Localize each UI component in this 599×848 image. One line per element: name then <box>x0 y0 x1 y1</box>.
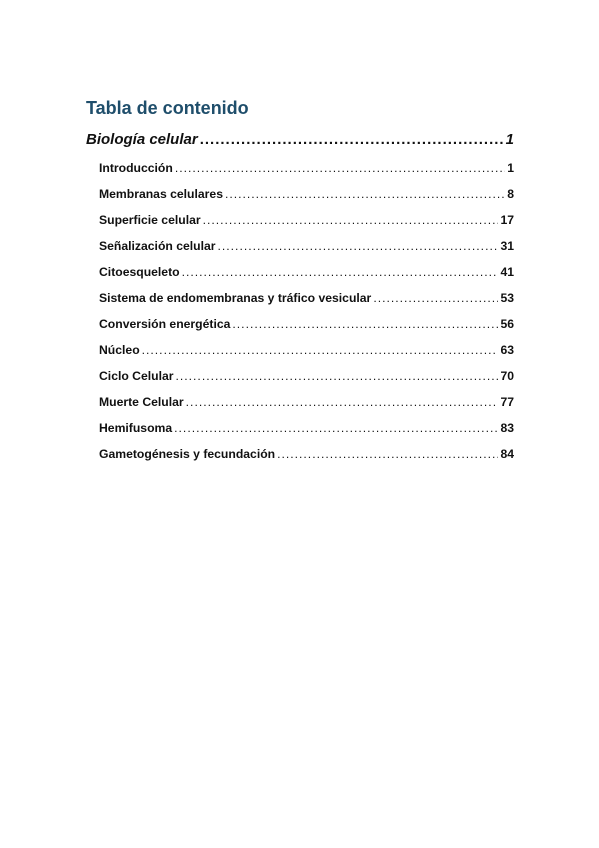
toc-entry-biologia-celular[interactable] <box>86 131 514 149</box>
toc-entry-label: Núcleo <box>99 343 140 357</box>
dot-leader <box>277 446 498 462</box>
toc-entry-superficie-celular[interactable] <box>99 212 514 238</box>
toc-entry-hemifusoma[interactable] <box>99 420 514 446</box>
toc-entry-nucleo[interactable] <box>99 342 514 368</box>
toc-entry-label: Citoesqueleto <box>99 265 180 279</box>
dot-leader <box>200 131 504 149</box>
toc-entry-page: 56 <box>500 317 514 331</box>
toc-entry-page: 8 <box>507 187 514 201</box>
toc-entry-label: Hemifusoma <box>99 421 173 435</box>
dot-leader <box>174 420 498 436</box>
toc-entry-senalizacion-celular[interactable] <box>99 238 514 264</box>
dot-leader <box>373 290 498 306</box>
toc-entry-ciclo-celular[interactable] <box>99 368 514 394</box>
toc-entry-muerte-celular[interactable] <box>99 394 514 420</box>
dot-leader <box>232 316 498 332</box>
toc-entry-page: 77 <box>500 395 514 409</box>
toc-entry-label: Membranas celulares <box>99 187 223 201</box>
toc-entry-page: 1 <box>505 131 514 148</box>
toc-entry-introduccion[interactable] <box>99 160 514 186</box>
toc-entry-label: Gametogénesis y fecundación <box>99 447 276 461</box>
toc-entry-conversion-energetica[interactable] <box>99 316 514 342</box>
toc-entry-label: Conversión energética <box>99 317 231 331</box>
toc-entry-page: 63 <box>500 343 514 357</box>
toc-entry-page: 1 <box>507 161 514 175</box>
toc-entry-citoesqueleto[interactable] <box>99 264 514 290</box>
toc-entry-label: Biología celular <box>86 131 198 148</box>
toc-entry-page: 70 <box>500 369 514 383</box>
toc-entry-label: Señalización celular <box>99 239 216 253</box>
toc-entry-label: Sistema de endomembranas y tráfico vesicular <box>99 291 372 305</box>
toc-entry-page: 31 <box>500 239 514 253</box>
toc-entry-label: Introducción <box>99 161 173 175</box>
toc-entry-gametogenesis[interactable] <box>99 446 514 472</box>
toc-entry-label: Muerte Celular <box>99 395 184 409</box>
dot-leader <box>203 212 499 228</box>
toc-title: Tabla de contenido <box>86 98 249 118</box>
dot-leader <box>175 160 505 176</box>
toc-entry-page: 17 <box>500 213 514 227</box>
toc-entries <box>99 160 514 472</box>
toc-entry-sistema-endomembranas[interactable] <box>99 290 514 316</box>
table-of-contents <box>86 96 516 461</box>
toc-entry-membranas-celulares[interactable] <box>99 186 514 212</box>
dot-leader <box>186 394 499 410</box>
dot-leader <box>225 186 505 202</box>
dot-leader <box>218 238 499 254</box>
toc-entry-label: Superficie celular <box>99 213 201 227</box>
toc-entry-page: 41 <box>500 265 514 279</box>
toc-entry-page: 84 <box>500 447 514 461</box>
dot-leader <box>142 342 499 358</box>
toc-entry-label: Ciclo Celular <box>99 369 174 383</box>
toc-entry-page: 53 <box>500 291 514 305</box>
dot-leader <box>176 368 499 384</box>
toc-entry-page: 83 <box>500 421 514 435</box>
dot-leader <box>182 264 499 280</box>
